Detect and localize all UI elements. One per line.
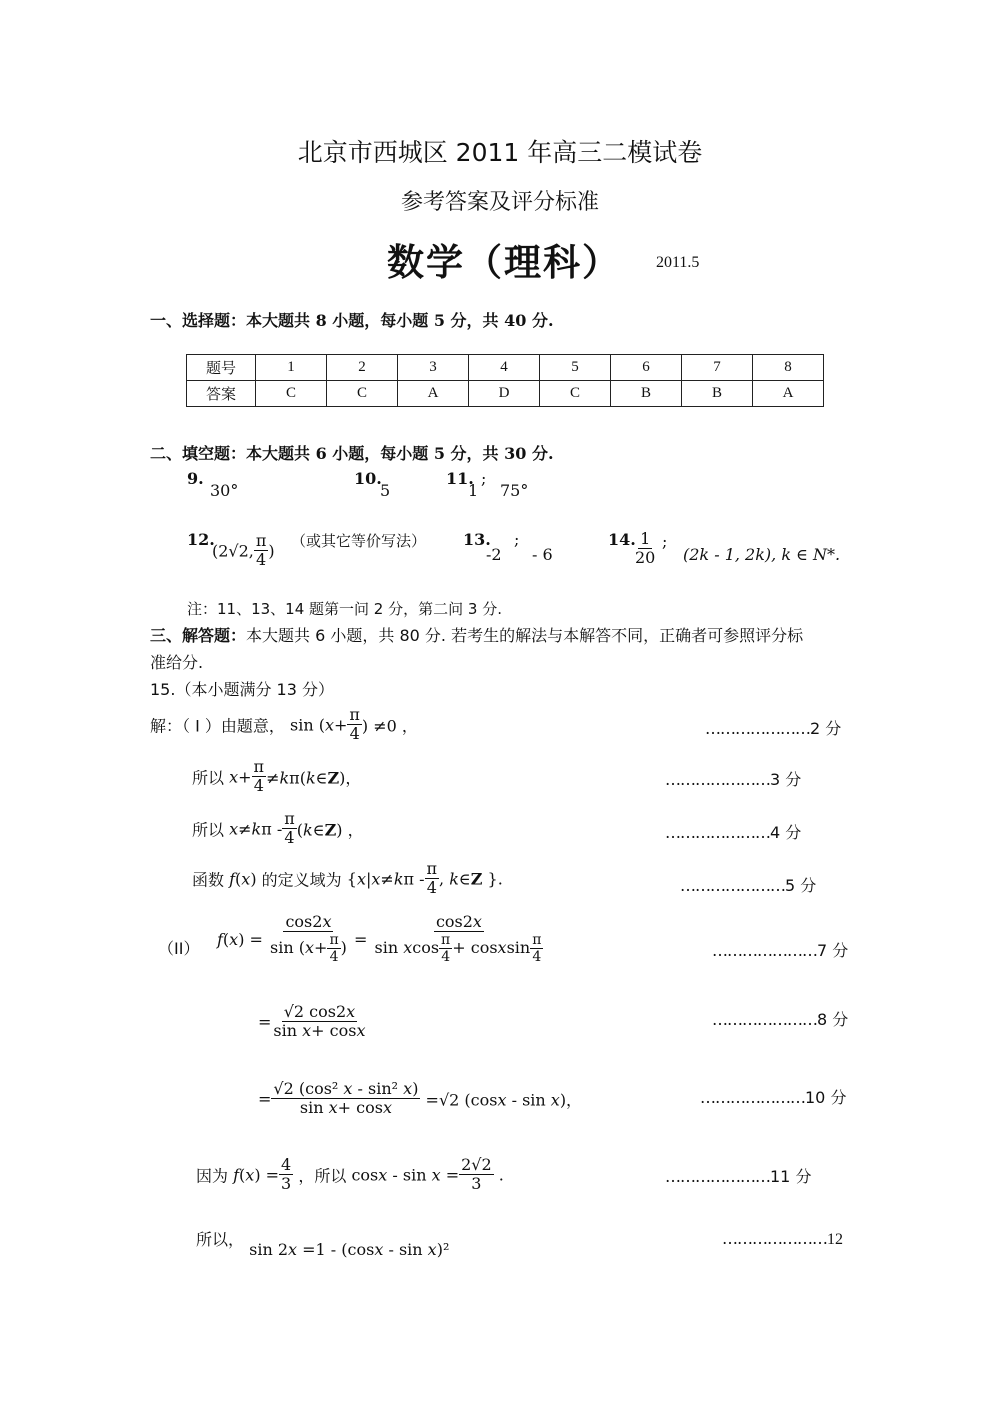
q13-answer1: -2 [486, 545, 502, 564]
solution-text: 所以 [192, 768, 225, 788]
answer-cell: C [540, 381, 611, 407]
question-number: 4 [469, 355, 540, 381]
answer-cell: B [611, 381, 682, 407]
solution-line-1: 解：（ I ）由题意， sin (x+ $\frac{\pi}{4}$ ) ≠0 ， [150, 705, 418, 744]
score-7: …………………10 分 [700, 1088, 847, 1107]
q13-answer2: - 6 [532, 545, 553, 564]
table-row [187, 381, 824, 407]
answer-cell: C [256, 381, 327, 407]
answer-cell: C [327, 381, 398, 407]
solution-text: 解：（ I ）由题意， [150, 716, 285, 736]
score-9: …………………12 [722, 1229, 843, 1248]
answer-table [186, 354, 824, 407]
q13-separator: ; [514, 530, 520, 549]
q13-number: 13. [463, 530, 491, 549]
solution-line-7: = $\frac{\text{√2 (cos² x - sin² x)}}{\text{sin x+ cosx}}$ =√2 (cosx - sin x)， [258, 1079, 583, 1118]
solution-line-9: 所以， sin 2x =1 - (cosx - sin x)² [196, 1230, 450, 1259]
page-title: 北京市西城区 2011 年高三二模试卷 [297, 138, 703, 167]
q11-answer1: 1 [468, 481, 479, 500]
q14-separator: ; [662, 532, 668, 551]
solution-line-3: 所以 x≠kπ - $\frac{\pi}{4}$ (k∈Z) ， [192, 809, 364, 848]
q12-answer: (2√2, $\frac{\pi}{4}$ ) [212, 531, 275, 570]
question-number: 3 [398, 355, 469, 381]
solution-line-4: 函数 f(x) 的定义域为 {x|x≠kπ - $\frac{\pi}{4}$ , k∈Z }. [192, 859, 503, 898]
part-ii-label: （II） [158, 939, 200, 958]
solution-text: 的定义域为 [261, 870, 342, 890]
score-8: …………………11 分 [665, 1167, 812, 1186]
solution-text: 所以， [196, 1230, 245, 1249]
answer-cell: B [682, 381, 753, 407]
solution-line-2: 所以 x+ $\frac{\pi}{4}$ ≠kπ(k∈Z)， [192, 757, 362, 796]
section3-heading-line2: 准给分. [150, 653, 204, 672]
section2-heading: 二、填空题：本大题共 6 小题，每小题 5 分，共 30 分. [150, 444, 554, 463]
q14-answer2: (2k - 1, 2k), k ∈ N*. [683, 545, 841, 564]
solution-text: ，所以 [298, 1166, 347, 1186]
q14-frac-den: 20 [635, 548, 656, 568]
page-subtitle: 参考答案及评分标准 [400, 190, 599, 215]
q14-number: 14. [608, 530, 636, 549]
table-row [187, 355, 824, 381]
row-label-number: 题号 [187, 355, 256, 381]
question-number: 6 [611, 355, 682, 381]
answer-cell: D [469, 381, 540, 407]
solution-line-5: f(x) = cos2x sin (x+ $\frac{\pi}{4}$ ) = cos2x sin xcos $\frac{\pi}{4}$ + cosxsin $\frac{\pi}{4}$ [217, 912, 542, 966]
solution-line-6: = $\frac{√2 \cos 2x}{\text{sin x+ cosx}}$ [258, 1002, 366, 1041]
question-number: 7 [682, 355, 753, 381]
q14-frac-num: 1 [640, 529, 651, 548]
score-5: …………………7 分 [712, 941, 849, 960]
solution-line-8: 因为 f(x) = $\frac{4}{3}$ ，所以 cosx - sin x = $\frac{2√2}{3}$ . [196, 1155, 504, 1194]
section3-heading-bold: 三、解答题： [150, 626, 247, 645]
solution-text: 所以 [192, 820, 225, 840]
question-number: 2 [327, 355, 398, 381]
q11-answer2: 75° [500, 481, 529, 500]
q10-number: 10. [354, 469, 382, 488]
row-label-answer: 答案 [187, 381, 256, 407]
section1-heading: 一、选择题：本大题共 8 小题，每小题 5 分，共 40 分. [150, 311, 554, 330]
question-number: 5 [540, 355, 611, 381]
exam-date: 2011.5 [656, 254, 700, 271]
q9-number: 9. [187, 469, 204, 488]
solution-text: 因为 [196, 1166, 229, 1186]
q11-separator: ; [481, 469, 487, 488]
section3-heading-rest: 本大题共 6 小题，共 80 分. 若考生的解法与本解答不同，正确者可参照评分标 [246, 626, 804, 645]
score-4: …………………5 分 [680, 876, 817, 895]
q12-note: （或其它等价写法） [291, 532, 427, 550]
q9-answer: 30° [210, 481, 239, 500]
section3-heading [150, 623, 803, 646]
answer-cell: A [753, 381, 824, 407]
score-6: …………………8 分 [712, 1010, 849, 1029]
subject-title: 数学（理科） [387, 241, 621, 284]
answer-cell: A [398, 381, 469, 407]
q11-number: 11. [446, 469, 474, 488]
q15-title: 15.（本小题满分 13 分） [150, 680, 334, 699]
question-number: 1 [256, 355, 327, 381]
score-1: …………………2 分 [705, 719, 842, 738]
section2-note: 注：11、13、14 题第一问 2 分，第二问 3 分. [187, 600, 502, 618]
score-3: …………………4 分 [665, 823, 802, 842]
question-number: 8 [753, 355, 824, 381]
q12-number: 12. [187, 530, 215, 549]
solution-text: 函数 [192, 870, 225, 890]
q14-answer1 [633, 530, 657, 568]
score-2: …………………3 分 [665, 770, 802, 789]
q10-answer: 5 [380, 481, 391, 500]
